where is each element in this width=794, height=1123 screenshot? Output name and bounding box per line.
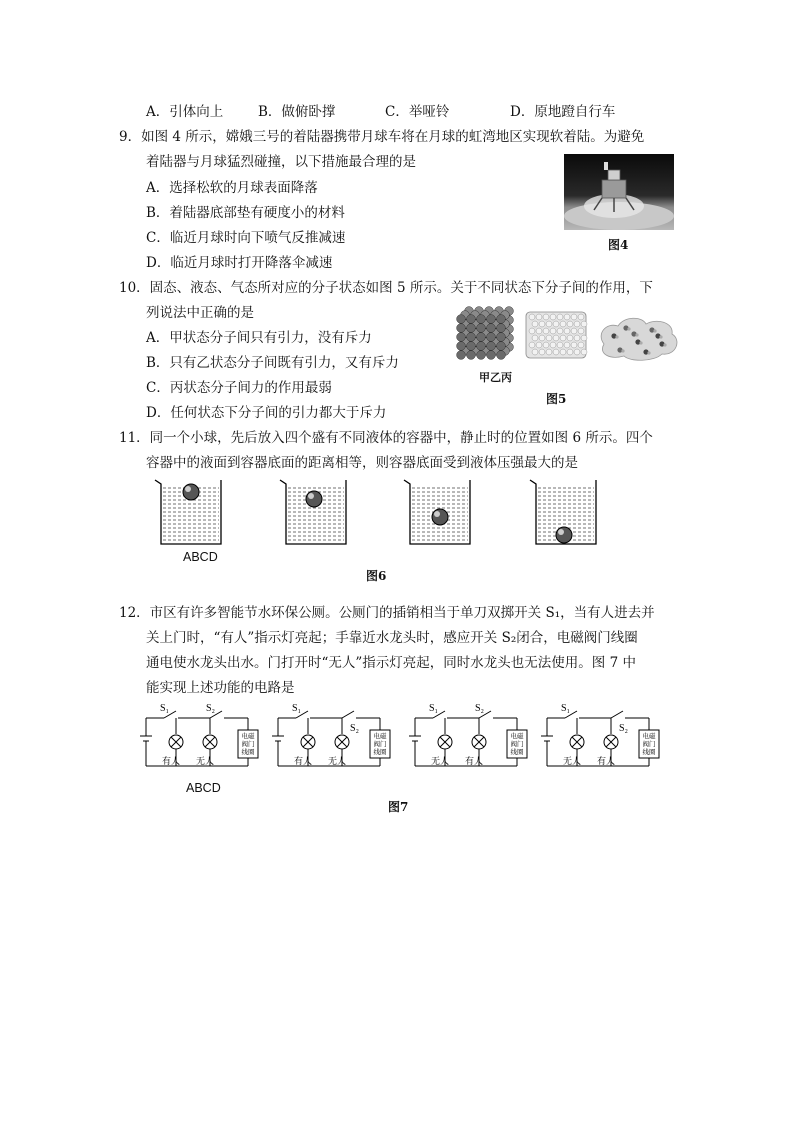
q10-option-b: B．只有乙状态分子间既有引力，又有斥力 <box>146 355 399 371</box>
lamp-label: 有人 <box>294 757 313 767</box>
valve-coil-label: 阀门 <box>241 740 255 748</box>
switch-s2-label: S₂ <box>475 703 485 714</box>
q12-stem-line2: 关上门时，“有人”指示灯亮起；手靠近水龙头时，感应开关 S₂闭合，电磁阀门线圈 <box>146 630 638 646</box>
valve-coil-label: 阀门 <box>373 740 387 748</box>
switch-s1-label: S₁ <box>429 703 439 714</box>
circuit-c <box>407 704 532 772</box>
beaker-b <box>278 478 352 546</box>
q8-option-b: B．做俯卧撑 <box>258 104 336 120</box>
beaker-d <box>528 478 602 546</box>
switch-s2-label: S₂ <box>619 723 629 734</box>
valve-coil-label: 电磁 <box>510 732 524 740</box>
q10-option-d: D．任何状态下分子间的引力都大于斥力 <box>146 405 387 421</box>
lamp-label: 有人 <box>597 757 616 767</box>
valve-coil-label: 线圈 <box>510 748 524 756</box>
lamp-label: 无人 <box>196 757 215 767</box>
q9-option-a: A．选择松软的月球表面降落 <box>146 180 318 196</box>
circuit-b <box>270 704 395 772</box>
solid-state-molecules <box>453 305 517 365</box>
q8-option-d: D．原地蹬自行车 <box>510 104 616 120</box>
q11-stem-line2: 容器中的液面到容器底面的距离相等，则容器底面受到液体压强最大的是 <box>146 455 578 471</box>
switch-s2-label: S₂ <box>206 703 216 714</box>
switch-s1-label: S₁ <box>160 703 170 714</box>
lamp-label: 有人 <box>162 757 181 767</box>
figure-7-caption: 图7 <box>388 800 409 814</box>
lunar-lander-photo <box>564 154 674 230</box>
switch-s2-label: S₂ <box>350 723 360 734</box>
valve-coil-label: 线圈 <box>373 748 387 756</box>
figure-4-caption: 图4 <box>608 238 629 252</box>
figure-5-caption: 图5 <box>546 392 567 406</box>
valve-coil-label: 阀门 <box>510 740 524 748</box>
figure-7-labels: ABCD <box>186 781 221 795</box>
q8-option-a: A．引体向上 <box>146 104 224 120</box>
beaker-c <box>402 478 476 546</box>
lamp-label: 有人 <box>465 757 484 767</box>
q11-stem-line1: 11．同一个小球，先后放入四个盛有不同液体的容器中，静止时的位置如图 6 所示。四个 <box>119 430 653 446</box>
figure-6-caption: 图6 <box>366 569 387 583</box>
q9-stem-line2: 着陆器与月球猛烈碰撞，以下措施最合理的是 <box>146 154 416 170</box>
liquid-state-molecules <box>524 306 588 362</box>
q8-option-c: C．举哑铃 <box>385 104 450 120</box>
q12-stem-line1: 12．市区有许多智能节水环保公厕。公厕门的插销相当于单刀双掷开关 S₁，当有人进去并 <box>119 605 655 621</box>
q10-stem-line2: 列说法中正确的是 <box>146 305 254 321</box>
q10-option-c: C．丙状态分子间力的作用最弱 <box>146 380 332 396</box>
valve-coil-label: 电磁 <box>373 732 387 740</box>
figure-5-state-labels: 甲乙丙 <box>479 371 512 384</box>
beaker-a <box>153 478 227 546</box>
valve-coil-label: 线圈 <box>241 748 255 756</box>
q12-stem-line3: 通电使水龙头出水。门打开时“无人”指示灯亮起，同时水龙头也无法使用。图 7 中 <box>146 655 636 671</box>
q10-option-a: A．甲状态分子间只有引力，没有斥力 <box>146 330 372 346</box>
lamp-label: 无人 <box>328 757 347 767</box>
figure-6-labels: ABCD <box>183 550 218 564</box>
circuit-d <box>539 704 664 772</box>
valve-coil-label: 电磁 <box>241 732 255 740</box>
q10-stem-line1: 10．固态、液态、气态所对应的分子状态如图 5 所示。关于不同状态下分子间的作用，下 <box>119 280 653 296</box>
q12-stem-line4: 能实现上述功能的电路是 <box>146 680 295 696</box>
lamp-label: 无人 <box>431 757 450 767</box>
lamp-label: 无人 <box>563 757 582 767</box>
q9-option-d: D．临近月球时打开降落伞减速 <box>146 255 333 271</box>
valve-coil-label: 线圈 <box>642 748 656 756</box>
switch-s1-label: S₁ <box>561 703 571 714</box>
circuit-a <box>138 704 263 772</box>
q9-option-b: B．着陆器底部垫有硬度小的材料 <box>146 205 345 221</box>
gas-state-molecules <box>596 314 682 362</box>
valve-coil-label: 电磁 <box>642 732 656 740</box>
switch-s1-label: S₁ <box>292 703 302 714</box>
q9-option-c: C．临近月球时向下喷气反推减速 <box>146 230 346 246</box>
valve-coil-label: 阀门 <box>642 740 656 748</box>
q9-stem-line1: 9．如图 4 所示，嫦娥三号的着陆器携带月球车将在月球的虹湾地区实现软着陆。为避免 <box>119 129 645 145</box>
